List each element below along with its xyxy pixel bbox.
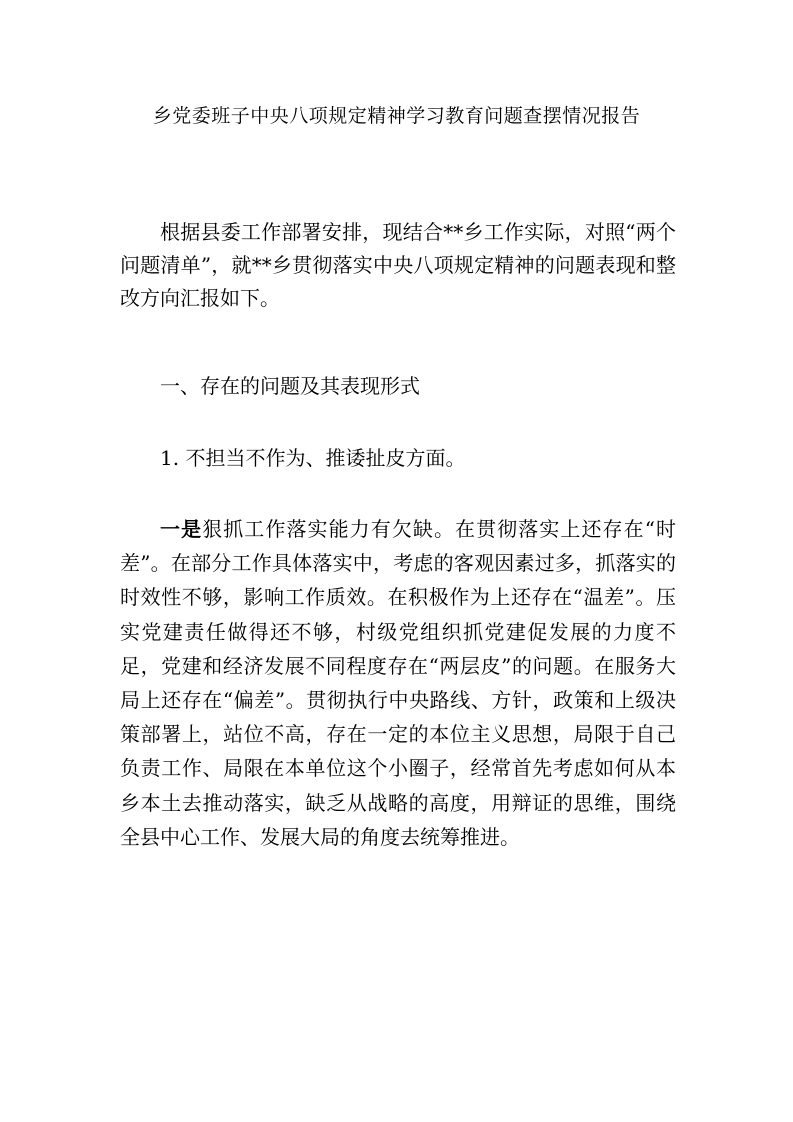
paragraph-text: 狠抓工作落实能力有欠缺。在贯彻落实上还存在“时差”。在部分工作具体落实中，考虑的客观因素过多，抓落实的时效性不够，影响工作质效。在积极作为上还存在“温差”。压实党建责任做得还不够，村级党组织抓党建促发展的力度不足，党建和经济发展不同程度存在“两层皮”的问题。在服务大局上还存在“偏差”。贯彻执行中央路线、方针，政策和上级决策部署上，站位不高，存在一定的本位主义思想，局限于自己负责工作、局限在本单位这个小圈子，经常首先考虑如何从本乡本土去推动落实，缺乏从战略的高度，用辩证的思维，围绕全县中心工作、发展大局的角度去统筹推进。	[120, 517, 676, 849]
paragraph-lead: 一是	[160, 517, 203, 541]
intro-block	[120, 216, 676, 315]
intro-paragraph: 根据县委工作部署安排，现结合**乡工作实际，对照“两个问题清单”，就**乡贯彻落实中央八项规定精神的问题表现和整改方向汇报如下。	[120, 220, 676, 310]
section-heading: 一、存在的问题及其表现形式	[160, 374, 420, 398]
document-title: 乡党委班子中央八项规定精神学习教育问题查摆情况报告	[152, 105, 641, 127]
body-paragraph	[120, 512, 676, 854]
subsection-heading: 1. 不担当不作为、推诿扯皮方面。	[160, 446, 466, 470]
